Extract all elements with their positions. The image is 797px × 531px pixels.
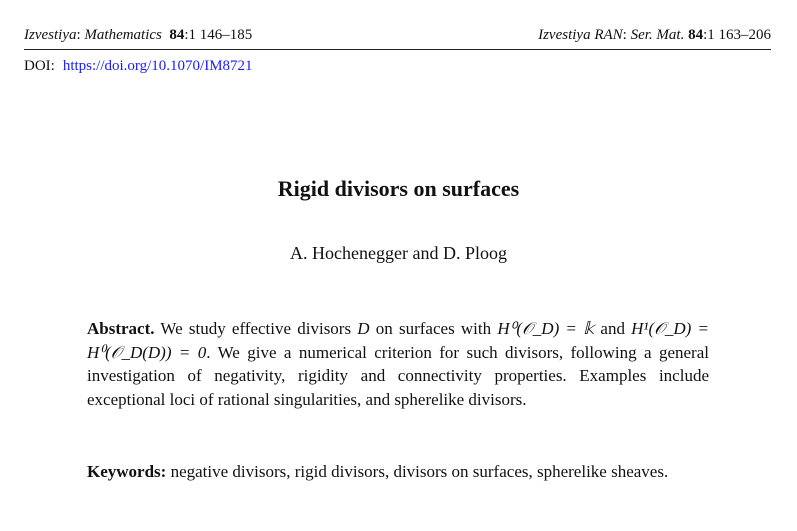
keywords [87,460,709,484]
paper-title: Rigid divisors on surfaces [277,176,520,201]
math-divisor-d: D [357,319,370,338]
doi-line [24,58,253,75]
header-left: Izvestiya: Mathematics 84:1 146–185 [24,27,253,43]
keywords-heading: Keywords: [87,462,167,481]
left-issue-pages: :1 146–185 [184,27,253,43]
abstract-heading: Abstract. [87,319,155,338]
right-issue-pages: :1 163–206 [703,27,771,43]
paper-authors: A. Hochenegger and D. Ploog [290,243,507,263]
right-journal-name: Izvestiya RAN [538,27,623,43]
right-volume: 84 [688,27,704,43]
journal-header [24,27,771,50]
math-condition-1: H⁰(𝒪_D) = 𝕜 [497,319,595,338]
math-condition-2: H¹(𝒪_D) = H⁰(𝒪_D(D)) = 0 [87,319,710,362]
left-volume: 84 [169,27,185,43]
left-journal-series: Mathematics [84,27,162,43]
header-right: Izvestiya RAN: Ser. Mat. 84:1 163–206 [538,27,771,43]
right-journal-series: Ser. Mat. [630,27,685,43]
doi-link[interactable]: https://doi.org/10.1070/IM8721 [62,58,253,74]
doi-label: DOI: [24,58,55,74]
keywords-text: negative divisors, rigid divisors, divisors on surfaces, spherelike sheaves. [166,462,669,481]
abstract: Abstract. We study effective divisors D on surfaces with H⁰(𝒪_D) = 𝕜 and H¹(𝒪_D) = H⁰(𝒪_D(D)) = 0. We give a numerical criterion for such divisors, following a general investigation of negativity, rigidity and connectivity properties. Examples include exceptional loci of rational singularities, and spherelike divisors. [87,319,710,409]
left-journal-name: Izvestiya [24,27,77,43]
